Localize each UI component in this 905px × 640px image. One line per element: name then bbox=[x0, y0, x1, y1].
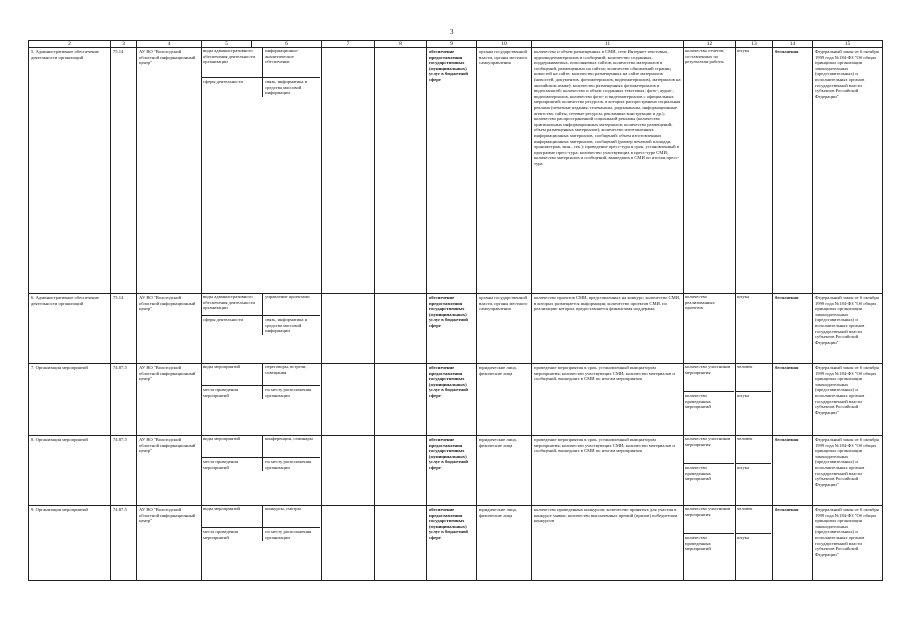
table-row bbox=[29, 48, 883, 294]
okved-code: 74.87.5 bbox=[111, 506, 137, 581]
row-number: 5. bbox=[31, 49, 35, 54]
quality-indicators-cell: проведение мероприятия в срок, установленный инициатором мероприятия; количество участвующих СМИ; количество материалов и сообщений, вышедших в СМИ по итогам мероприятия bbox=[532, 436, 684, 506]
service-content-cell bbox=[202, 48, 322, 294]
column-number: 13 bbox=[736, 41, 773, 48]
consumers-cell: юридические лица, физические лица bbox=[477, 506, 532, 581]
service-type-cell: обеспечение предоставления государственных (муниципальных) услуг в бюджетной сфере bbox=[427, 294, 477, 364]
content-key: виды мероприятий bbox=[202, 364, 263, 386]
column-8-cell bbox=[375, 364, 427, 436]
content-key: места проведения мероприятий bbox=[203, 387, 238, 398]
content-value: переговоры, встречи, совещания bbox=[263, 364, 320, 386]
legal-basis-cell: Федеральный закон от 6 октября 1999 года №184-ФЗ "Об общих принципах организации законодательных (представительных) и исполнительных органов государственной власти субъектов Российской Федерации" bbox=[813, 506, 883, 581]
content-key: виды административного обеспечения деятельности организации bbox=[202, 294, 263, 316]
column-number: 12 bbox=[684, 41, 736, 48]
quality-indicators-cell: количество и объем размещенных в СМИ, сети Интернет текстовых, аудиовидеоматериалов и сообщений; количество созданных, поддерживаемых, пополняемых сайтов; количество материалов и сообщений, размещенных на сайтах; количество обновлений страниц новостей на сайте; количество размещенных на сайте материалов (новостей, документов, фотоматериалов, видеоматериалов), материалов на английском языке); количество размещенных фотоматериалов и видеозаписей; количество и объем созданных текстовых, фото-, аудио-, видеоматериалов, количество фото- и видеоматериалов с официальных мероприятий; количество ресурсов, в которых распространена социальная реклама (печатные издания, телеканалы, радиоканалы, информационные агентства, сайты, сетевые ресурсы, рекламные конструкции и др.); количество распространенной социальной рекламы (количество оригинальных информационных материалов; количество размещений; объем размещенных материалов); количество изготовленных информационных материалов, сообщений; объем изготовленных информационных материалов, сообщений (размер печатной площади, хронометраж, мин., сек.); проведение пресс-тура в срок, установленный в программе пресс-тура; количество участвующих в пресс-туре СМИ; количество материалов и сообщений, вышедших в СМИ по итогам пресс-тура bbox=[532, 48, 684, 294]
okved-code: 74.87.5 bbox=[111, 364, 137, 436]
volume-indicator-cell bbox=[684, 436, 736, 506]
volume-indicator-cell bbox=[684, 364, 736, 436]
service-name-cell bbox=[29, 436, 111, 506]
legal-basis-cell: Федеральный закон от 6 октября 1999 года №184-ФЗ "Об общих принципах организации законодательных (представительных) и исполнительных органов государственной власти субъектов Российской Федерации" bbox=[813, 294, 883, 364]
registry-table bbox=[28, 40, 883, 581]
okved-code: 74.87.5 bbox=[111, 436, 137, 506]
unit-of-measure: человек bbox=[736, 364, 772, 392]
table-row bbox=[29, 436, 883, 506]
column-number: 9 bbox=[427, 41, 477, 48]
column-number: 2 bbox=[29, 41, 111, 48]
service-type-cell: обеспечение предоставления государственных (муниципальных) услуг в бюджетной сфере bbox=[427, 364, 477, 436]
column-number: 3 bbox=[111, 41, 137, 48]
column-8-cell bbox=[375, 294, 427, 364]
service-type-cell: обеспечение предоставления государственных (муниципальных) услуг в бюджетной сфере bbox=[427, 436, 477, 506]
table-row bbox=[29, 364, 883, 436]
content-value: информационно-аналитическое обеспечение bbox=[263, 48, 320, 78]
content-value: связь, информатика и средства массовой информации bbox=[263, 316, 320, 335]
column-number: 6 bbox=[252, 41, 322, 48]
content-key: виды мероприятий bbox=[202, 436, 263, 458]
service-content-cell bbox=[202, 436, 322, 506]
column-8-cell bbox=[375, 506, 427, 581]
unit-of-measure: штука bbox=[737, 393, 749, 398]
institution-name: АУ ВО "Вологодский областной информационный центр" bbox=[137, 436, 202, 506]
unit-of-measure-cell bbox=[736, 506, 773, 581]
legal-basis-cell: Федеральный закон от 6 октября 1999 года №184-ФЗ "Об общих принципах организации законодательных (представительных) и исполнительных органов государственной власти субъектов Российской Федерации" bbox=[813, 48, 883, 294]
institution-name: АУ ВО "Вологодский областной информационный центр" bbox=[137, 364, 202, 436]
service-type-cell: обеспечение предоставления государственных (муниципальных) услуг в бюджетной сфере bbox=[427, 48, 477, 294]
column-number: 8 bbox=[375, 41, 427, 48]
content-key: сферы деятельности bbox=[203, 79, 243, 84]
institution-name: АУ ВО "Вологодский областной информационный центр" bbox=[137, 294, 202, 364]
column-number: 4 bbox=[137, 41, 202, 48]
service-name-cell bbox=[29, 294, 111, 364]
unit-of-measure-cell bbox=[736, 364, 773, 436]
content-key: виды мероприятий bbox=[202, 506, 263, 528]
content-key: места проведения мероприятий bbox=[203, 459, 238, 470]
column-8-cell bbox=[375, 48, 427, 294]
content-key: места проведения мероприятий bbox=[203, 529, 238, 540]
service-name-cell bbox=[29, 48, 111, 294]
column-7-cell bbox=[322, 364, 375, 436]
unit-of-measure-cell bbox=[736, 294, 773, 364]
consumers-cell: юридические лица, физические лица bbox=[477, 364, 532, 436]
content-key: виды административного обеспечения деятельности организации bbox=[202, 48, 263, 78]
service-name-cell bbox=[29, 506, 111, 581]
column-number: 5 bbox=[202, 41, 252, 48]
volume-indicator: количество участников мероприятия bbox=[684, 506, 735, 534]
volume-indicator: количество отчетов, составленных по результатам работы bbox=[685, 48, 725, 65]
column-number: 7 bbox=[322, 41, 375, 48]
content-value: по месту расположения организации bbox=[263, 386, 320, 400]
unit-of-measure-cell bbox=[736, 48, 773, 294]
content-key: сферы деятельности bbox=[203, 317, 243, 322]
row-number: 9. bbox=[31, 507, 35, 512]
volume-indicator: количество участников мероприятия bbox=[684, 364, 735, 392]
content-value: по месту расположения организации bbox=[263, 528, 320, 542]
quality-indicators-cell: количество проектов СМИ, представленных на конкурс; количество СМИ, в которых размещается информация; количество проектов СМИ, по реализацию которых предоставляется финансовая поддержка bbox=[532, 294, 684, 364]
payment-type-cell: бесплатная bbox=[773, 294, 813, 364]
volume-indicator-cell bbox=[684, 294, 736, 364]
unit-of-measure: человек bbox=[736, 436, 772, 464]
column-number-row bbox=[29, 41, 883, 48]
column-number: 15 bbox=[813, 41, 883, 48]
volume-indicator: количество реализованных проектов bbox=[685, 294, 715, 311]
column-7-cell bbox=[322, 48, 375, 294]
legal-basis-cell: Федеральный закон от 6 октября 1999 года №184-ФЗ "Об общих принципах организации законодательных (представительных) и исполнительных органов государственной власти субъектов Российской Федерации" bbox=[813, 364, 883, 436]
payment-type-cell: бесплатная bbox=[773, 436, 813, 506]
okved-code: 75.14 bbox=[111, 294, 137, 364]
unit-of-measure: человек bbox=[736, 506, 772, 534]
quality-indicators-cell: количество проведенных конкурсов; количество принятых для участия в конкурсе заявок; количество выплаченных премий (призов) победителям конкурсов bbox=[532, 506, 684, 581]
service-name: Административное обеспечение деятельности организаций bbox=[31, 295, 99, 306]
okved-code: 75.14 bbox=[111, 48, 137, 294]
service-content-cell bbox=[202, 294, 322, 364]
column-number: 14 bbox=[773, 41, 813, 48]
column-number: 10 bbox=[477, 41, 532, 48]
unit-of-measure: штука bbox=[737, 294, 749, 299]
service-name: Организация мероприятий bbox=[35, 507, 88, 512]
service-type-cell: обеспечение предоставления государственных (муниципальных) услуг в бюджетной сфере bbox=[427, 506, 477, 581]
payment-type-cell: бесплатная bbox=[773, 506, 813, 581]
volume-indicator-cell bbox=[684, 506, 736, 581]
table-row bbox=[29, 506, 883, 581]
service-name-cell bbox=[29, 364, 111, 436]
consumers-cell: органы государственной власти, органы местного самоуправления bbox=[477, 48, 532, 294]
content-value: конференции, семинары bbox=[263, 436, 320, 458]
page-number: 3 bbox=[450, 28, 454, 36]
column-8-cell bbox=[375, 436, 427, 506]
content-value: по месту расположения организации bbox=[263, 458, 320, 472]
row-number: 6. bbox=[31, 295, 35, 300]
volume-indicator: количество участников мероприятия bbox=[684, 436, 735, 464]
column-7-cell bbox=[322, 436, 375, 506]
payment-type-cell: бесплатная bbox=[773, 48, 813, 294]
legal-basis-cell: Федеральный закон от 6 октября 1999 года №184-ФЗ "Об общих принципах организации законодательных (представительных) и исполнительных органов государственной власти субъектов Российской Федерации" bbox=[813, 436, 883, 506]
row-number: 8. bbox=[31, 437, 35, 442]
consumers-cell: юридические лица, физические лица bbox=[477, 436, 532, 506]
content-value: связь, информатика и средства массовой информации bbox=[263, 78, 320, 97]
service-name: Организация мероприятий bbox=[35, 365, 88, 370]
service-content-cell bbox=[202, 364, 322, 436]
service-name: Организация мероприятий bbox=[35, 437, 88, 442]
volume-indicator-cell bbox=[684, 48, 736, 294]
unit-of-measure: штука bbox=[737, 48, 749, 53]
content-value: конкурсы, смотры bbox=[263, 506, 320, 528]
row-number: 7. bbox=[31, 365, 35, 370]
consumers-cell: органы государственной власти, органы местного самоуправления bbox=[477, 294, 532, 364]
payment-type-cell: бесплатная bbox=[773, 364, 813, 436]
institution-name: АУ ВО "Вологодский областной информационный центр" bbox=[137, 48, 202, 294]
column-7-cell bbox=[322, 294, 375, 364]
volume-indicator: количество проведенных мероприятий bbox=[685, 393, 711, 410]
unit-of-measure-cell bbox=[736, 436, 773, 506]
column-number: 11 bbox=[532, 41, 684, 48]
volume-indicator: количество проведенных мероприятий bbox=[685, 465, 711, 482]
unit-of-measure: штука bbox=[737, 465, 749, 470]
quality-indicators-cell: проведение мероприятия в срок, установленный инициатором мероприятия; количество участвующих СМИ; количество материалов и сообщений, вышедших в СМИ по итогам мероприятия bbox=[532, 364, 684, 436]
unit-of-measure: штука bbox=[737, 535, 749, 540]
table-row bbox=[29, 294, 883, 364]
volume-indicator: количество проведенных мероприятий bbox=[685, 535, 711, 552]
column-7-cell bbox=[322, 506, 375, 581]
service-content-cell bbox=[202, 506, 322, 581]
institution-name: АУ ВО "Вологодский областной информационный центр" bbox=[137, 506, 202, 581]
service-name: Административное обеспечение деятельности организаций bbox=[31, 49, 99, 60]
content-value: управление проектами bbox=[263, 294, 320, 316]
